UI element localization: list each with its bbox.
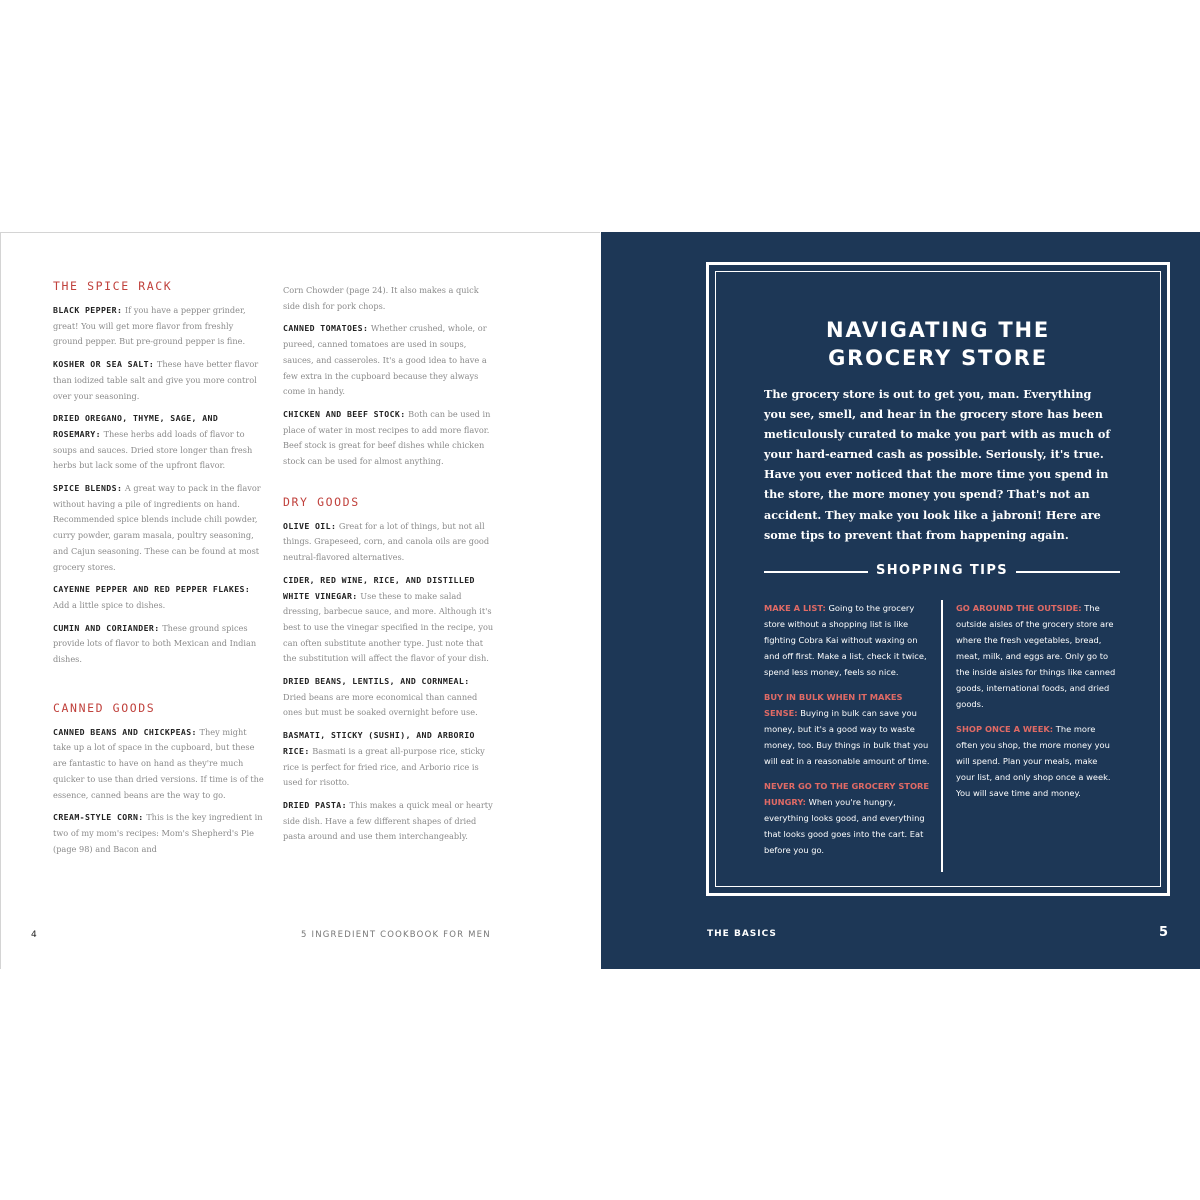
sidebar-title-line-2: GROCERY STORE — [828, 346, 1048, 370]
left-column-a — [53, 279, 265, 864]
entry-canned-tomatoes: CANNED TOMATOES: Whether crushed, whole, or pureed, canned tomatoes are used in soups, sauces, and casseroles. It's a good idea to have a few extra in the cupboard because they always come in handy. — [283, 323, 487, 397]
entry-cayenne: CAYENNE PEPPER AND RED PEPPER FLAKES: Add a little spice to dishes. — [53, 584, 251, 610]
sidebar-title — [716, 316, 1160, 372]
entry-vinegar: CIDER, RED WINE, RICE, AND DISTILLED WHITE VINEGAR: Use these to make salad dressing, barbecue sauce, and more. Although it's best to use the vinegar specified in the recipe, you can often substitute another type. Just note that the substitution will affect the flavor of your dish. — [283, 574, 494, 664]
tip-never-hungry: NEVER GO TO THE GROCERY STORE HUNGRY: When you're hungry, everything looks good, and everything that looks good goes into the cart. Eat before you go. — [764, 781, 930, 855]
entry-dried-pasta: DRIED PASTA: This makes a quick meal or hearty side dish. Have a few different shapes of dried pasta around and use them interchangeably. — [283, 799, 493, 842]
left-page — [0, 232, 600, 969]
entry-cream-corn: CREAM-STYLE CORN: This is the key ingredient in two of my mom's recipes: Mom's Shepherd's Pie (page 98) and Bacon and — [53, 812, 263, 854]
sidebar-frame-inner — [715, 271, 1161, 887]
entry-spice-blends: SPICE BLENDS: A great way to pack in the flavor without having a pile of ingredients on hand. Recommended spice blends include chili powder, curry powder, garam masala, poultry seasoning, and Cajun seasoning. These can be found at most grocery stores. — [53, 483, 261, 572]
tip-shop-once-a-week: SHOP ONCE A WEEK: The more often you shop, the more money you will spend. Plan your meals, make your list, and only shop once a week. You will save time and money. — [956, 724, 1111, 798]
tips-rule-right — [1016, 571, 1120, 573]
entry-black-pepper: BLACK PEPPER: If you have a pepper grinder, great! You will get more flavor from freshly ground pepper. But pre-ground pepper is fine. — [53, 305, 246, 347]
running-head-right: THE BASICS — [707, 929, 777, 939]
tips-column-divider — [941, 600, 943, 872]
tip-make-a-list: MAKE A LIST: Going to the grocery store without a shopping list is like fighting Cobra Kai without waxing on and off first. Make a list, check it twice, spend less money, feels so nice. — [764, 603, 927, 677]
entry-kosher-salt: KOSHER OR SEA SALT: These have better flavor than iodized table salt and give you more control over your seasoning. — [53, 359, 259, 401]
right-page — [601, 232, 1200, 969]
section-heading-spice-rack: THE SPICE RACK — [53, 279, 173, 293]
tip-buy-in-bulk: BUY IN BULK WHEN IT MAKES SENSE: Buying in bulk can save you money, but it's a good way to waste money, too. Buy things in bulk that you will eat in a reasonable amount of time. — [764, 692, 930, 766]
tip-go-around-outside: GO AROUND THE OUTSIDE: The outside aisles of the grocery store are where the fresh vegetables, bread, meat, milk, and eggs are. Only go to the inside aisles for things like canned goods, international foods, and dried goods. — [956, 603, 1116, 709]
running-head-left: 5 INGREDIENT COOKBOOK FOR MEN — [301, 930, 491, 940]
tips-heading-label: SHOPPING TIPS — [875, 563, 1009, 578]
sidebar-title-line-1: NAVIGATING THE — [825, 318, 1051, 342]
entry-cumin: CUMIN AND CORIANDER: These ground spices provide lots of flavor to both Mexican and Indian dishes. — [53, 622, 257, 665]
entry-continuation: Corn Chowder (page 24). It also makes a quick side dish for pork chops. — [283, 285, 479, 311]
left-column-b — [283, 283, 495, 852]
tips-column-left — [764, 600, 934, 867]
page-number-right: 5 — [1159, 925, 1169, 940]
entry-dried-beans: DRIED BEANS, LENTILS, AND CORNMEAL: Dried beans are more economical than canned ones but must be soaked overnight before use. — [283, 676, 478, 718]
entry-dried-herbs: DRIED OREGANO, THYME, SAGE, AND ROSEMARY: These herbs add loads of flavor to soups and sauces. Dried store longer than fresh herbs but lack some of the upfront flavor. — [53, 413, 253, 471]
sidebar-intro: The grocery store is out to get you, man. Everything you see, smell, and hear in the grocery store has been meticulously curated to make you part with as much of your hard-earned cash as possible. Seriously, it's true. Have you ever noticed that the more time you spend in the store, the more money you spend? That's not an accident. They make you look like a jabroni! Here are some tips to prevent that from happening again. — [764, 387, 1111, 542]
entry-stock: CHICKEN AND BEEF STOCK: Both can be used in place of water in most recipes to add more flavor. Beef stock is great for beef dishes while chicken stock can be used for almost anything. — [283, 408, 491, 467]
page-number-left: 4 — [31, 930, 37, 940]
section-heading-dry-goods: DRY GOODS — [283, 494, 360, 509]
entry-olive-oil: OLIVE OIL: Great for a lot of things, but not all things. Grapeseed, corn, and canola oils are good neutral-flavored alternatives. — [283, 520, 490, 563]
entry-rice: BASMATI, STICKY (SUSHI), AND ARBORIO RICE: Basmati is a great all-purpose rice, sticky rice is perfect for fried rice, and Arborio rice is used for risotto. — [283, 730, 485, 788]
tips-column-right — [956, 600, 1118, 810]
shopping-tips-heading — [764, 562, 1120, 580]
sidebar-frame — [706, 262, 1170, 896]
entry-canned-beans: CANNED BEANS AND CHICKPEAS: They might take up a lot of space in the cupboard, but these are fantastic to have on hand as they're much quicker to use than dried versions. If time is of the essence, canned beans are the way to go. — [53, 726, 264, 800]
section-heading-canned-goods: CANNED GOODS — [53, 700, 156, 715]
book-spread — [0, 232, 1200, 969]
